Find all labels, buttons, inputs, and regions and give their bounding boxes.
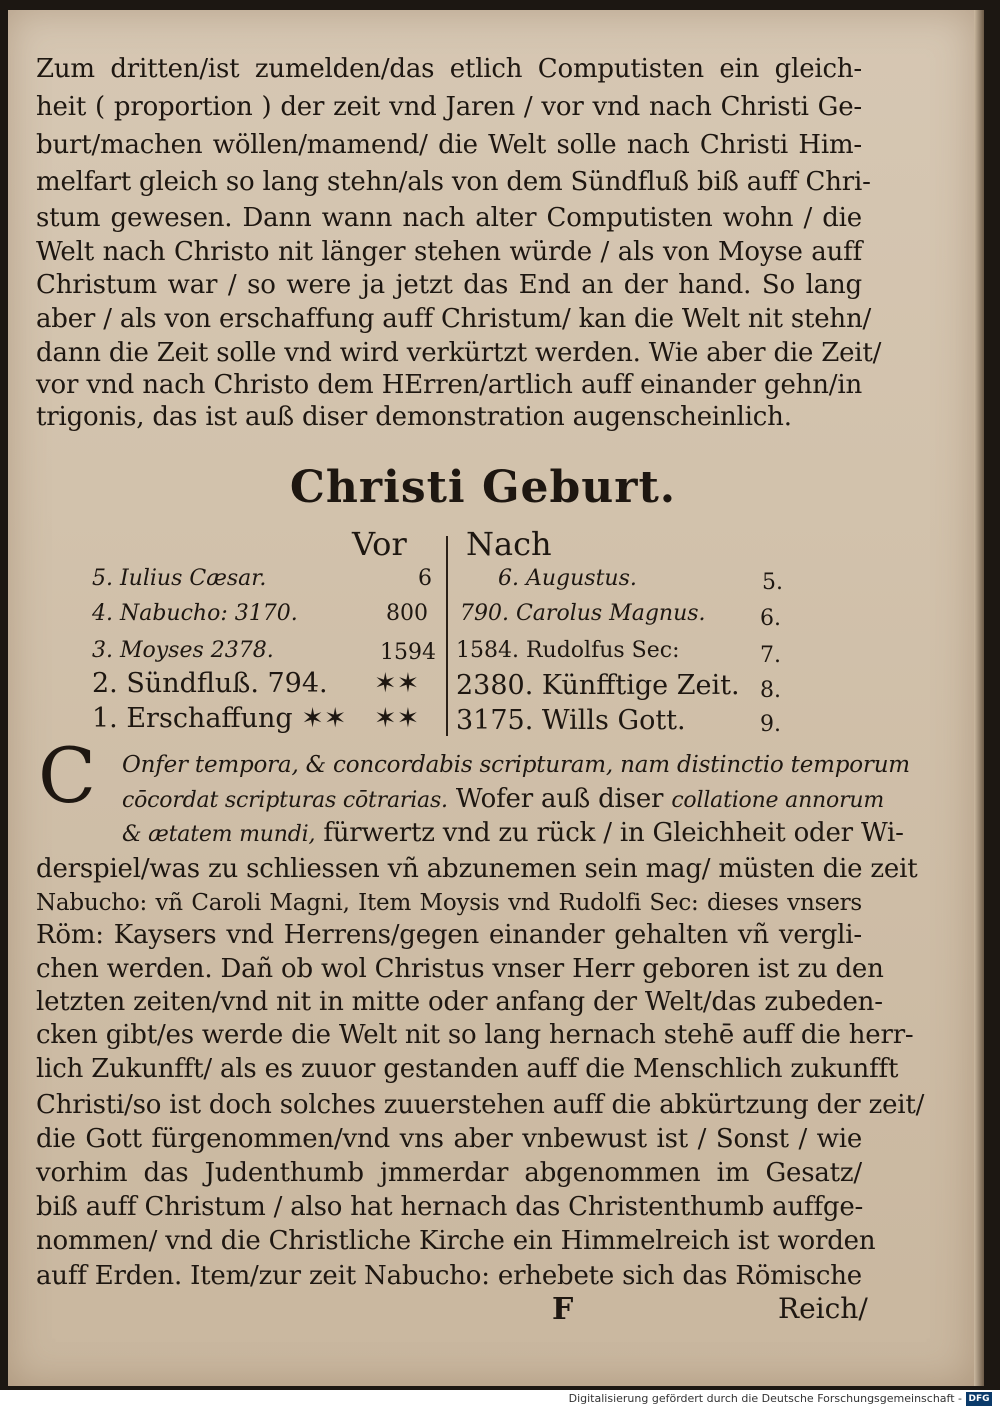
- para1-line: stum gewesen. Dann wann nach alter Computisten wohn / die: [36, 203, 862, 233]
- para2-line: Christi/so ist doch solches zuuerstehen auff die abkürtzung der zeit/: [36, 1090, 925, 1120]
- table-left-name: 4. Nabucho: 3170.: [92, 601, 298, 626]
- table-left-value: 6: [418, 566, 432, 591]
- table-right-name: 3175. Wills Gott.: [456, 705, 686, 736]
- para1-line: trigonis, das ist auß diser demonstration augenscheinlich.: [36, 402, 792, 432]
- footer-credit: Digitalisierung gefördert durch die Deutsche Forschungsgemeinschaft -: [568, 1392, 962, 1405]
- dfg-logo: DFG: [966, 1392, 992, 1406]
- para1-line: heit ( proportion ) der zeit vnd Jaren / vor vnd nach Christi Ge-: [36, 92, 862, 122]
- table-left-value: 800: [386, 601, 428, 626]
- table-left-name: 5. Iulius Cæsar.: [92, 566, 267, 591]
- table-right-name: 2380. Künfftige Zeit.: [456, 670, 740, 701]
- para2-line: auff Erden. Item/zur zeit Nabucho: erhebete sich das Römische: [36, 1261, 862, 1291]
- para2-line: vorhim das Judenthumb jmmerdar abgenommen im Gesatz/: [36, 1158, 862, 1188]
- column-header-nach: Nach: [466, 525, 552, 563]
- latin-text: cōcordat scripturas cōtrarias.: [122, 788, 448, 813]
- para2-line: nommen/ vnd die Christliche Kirche ein Himmelreich ist worden: [36, 1226, 876, 1256]
- table-left-name: 1. Erschaffung ✶✶: [92, 703, 347, 734]
- catchword: Reich/: [778, 1292, 868, 1325]
- table-right-name: 6. Augustus.: [498, 566, 637, 591]
- para2-line: die Gott fürgenommen/vnd vns aber vnbewust ist / Sonst / wie: [36, 1124, 862, 1154]
- para2-line: Onfer tempora, & concordabis scripturam, nam distinctio temporum: [122, 752, 910, 778]
- para2-line: Nabucho: vñ Caroli Magni, Item Moysis vnd Rudolfi Sec: dieses vnsers: [36, 890, 862, 916]
- table-right-name: 790. Carolus Magnus.: [460, 601, 706, 626]
- table-right-number: 7.: [760, 643, 781, 668]
- table-right-number: 6.: [760, 606, 781, 631]
- para2-line: cken gibt/es werde die Welt nit so lang hernach stehē auff die herr-: [36, 1020, 914, 1050]
- para1-line: Zum dritten/ist zumelden/das etlich Computisten ein gleich-: [36, 54, 862, 84]
- column-divider: [446, 536, 448, 736]
- para2-line: [122, 816, 904, 852]
- signature-mark: F: [552, 1292, 574, 1327]
- table-right-name: 1584. Rudolfus Sec:: [456, 638, 680, 663]
- para1-line: dann die Zeit solle vnd wird verkürtzt werden. Wie aber die Zeit/: [36, 338, 882, 368]
- para2-line: biß auff Christum / also hat hernach das Christenthumb auffge-: [36, 1192, 864, 1222]
- table-left-name: 2. Sündfluß. 794.: [92, 668, 328, 699]
- para1-line: Christum war / so were ja jetzt das End an der hand. So lang: [36, 270, 862, 300]
- para1-line: aber / als von erschaffung auff Christum/ kan die Welt nit stehn/: [36, 304, 872, 334]
- para1-line: burt/machen wöllen/mamend/ die Welt solle nach Christi Him-: [36, 130, 862, 160]
- latin-text: collatione annorum: [671, 788, 885, 813]
- para2-line: letzten zeiten/vnd nit in mitte oder anfang der Welt/das zubeden-: [36, 987, 883, 1017]
- para2-line: lich Zukunfft/ als es zuuor gestanden auff die Menschlich zukunfft: [36, 1054, 899, 1084]
- table-left-value: 1594: [380, 640, 436, 665]
- para2-line: chen werden. Dañ ob wol Christus vnser Herr geboren ist zu den: [36, 954, 884, 984]
- section-heading: Christi Geburt.: [289, 462, 677, 513]
- para2-line: [122, 782, 885, 818]
- german-text: Wofer auß diser: [447, 784, 672, 814]
- german-text: fürwertz vnd zu rück / in Gleichheit oder Wi-: [315, 818, 904, 848]
- table-right-number: 9.: [760, 712, 781, 737]
- page-edge: [974, 10, 984, 1386]
- table-right-number: 5.: [762, 570, 783, 595]
- column-header-vor: Vor: [352, 525, 407, 563]
- table-left-value: ✶✶: [374, 703, 420, 734]
- para1-line: vor vnd nach Christo dem HErren/artlich auff einander gehn/in: [36, 370, 862, 400]
- para1-line: Welt nach Christo nit länger stehen würde / als von Moyse auff: [36, 237, 862, 267]
- drop-capital: C: [38, 731, 97, 820]
- table-left-name: 3. Moyses 2378.: [92, 638, 274, 663]
- para2-line: derspiel/was zu schliessen vñ abzunemen sein mag/ müsten die zeit: [36, 854, 918, 884]
- para2-line: Röm: Kaysers vnd Herrens/gegen einander gehalten vñ vergli-: [36, 920, 862, 950]
- latin-text: & ætatem mundi,: [122, 822, 316, 847]
- table-right-number: 8.: [760, 678, 781, 703]
- para1-line: melfart gleich so lang stehn/als von dem Sündfluß biß auff Chri-: [36, 167, 871, 197]
- table-left-value: ✶✶: [374, 668, 420, 699]
